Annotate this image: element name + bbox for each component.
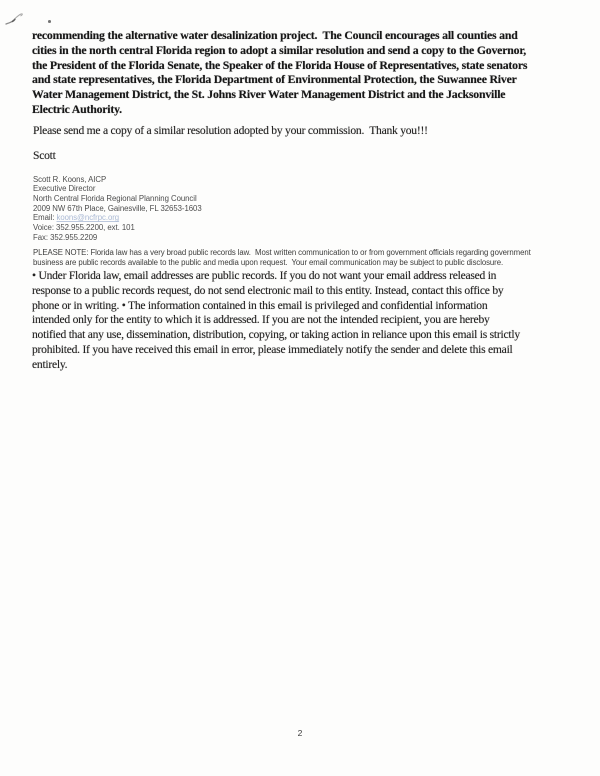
disclaimer-line: • Under Florida law, email addresses are public records. If you do not want your email address released in: [32, 269, 497, 282]
disclaimer-line: prohibited. If you have received this email in error, please immediately notify the sender and delete this email: [32, 342, 513, 356]
email-label: Email:: [33, 213, 57, 223]
disclaimer-line: entirely.: [32, 357, 68, 371]
signature-fax: Fax: 352.955.2209: [33, 232, 98, 242]
salutation-text: Scott: [33, 149, 56, 162]
notice-line: business are public records available to the public and media upon request. Your email communication may be subject to public disclosure.: [33, 258, 504, 268]
paragraph-council-recommendation: [32, 28, 592, 117]
signature-name: Scott R. Koons, AICP: [33, 174, 107, 184]
disclaimer-line: intended only for the entity to which it is addressed. If you are not the intended recipient, you are hereby: [32, 313, 490, 327]
paragraph-line: Water Management District, the St. Johns River Water Management District and the Jacksonville: [32, 87, 506, 102]
paragraph-line: the President of the Florida Senate, the Speaker of the Florida House of Representatives, state senators: [32, 57, 528, 72]
paragraph-line: Please send me a copy of a similar resolution adopted by your commission. Thank you!!!: [33, 124, 428, 137]
signature-title: Executive Director: [33, 184, 96, 194]
signature-email-row: [33, 213, 333, 223]
paragraph-line: recommending the alternative water desalinization project. The Council encourages all counties and: [32, 28, 518, 42]
signature-block: [33, 175, 333, 243]
legal-disclaimer: [32, 269, 598, 373]
paragraph-request-copy: [33, 124, 573, 139]
notice-line: PLEASE NOTE: Florida law has a very broad public records law. Most written communication to or from government officials regarding government: [33, 248, 531, 257]
signature-voice: Voice: 352.955.2200, ext. 101: [33, 223, 135, 233]
public-records-notice: [33, 248, 599, 268]
disclaimer-line: response to a public records request, do not send electronic mail to this entity. Instead, contact this office by: [32, 283, 504, 297]
page-number: 2: [297, 728, 303, 738]
pen-scribble-icon: [4, 9, 32, 29]
paragraph-line: and state representatives, the Florida Department of Environmental Protection, the Suwannee River: [32, 72, 517, 87]
pen-dot-mark: [48, 20, 51, 23]
disclaimer-line: phone or in writing. • The information contained in this email is privileged and confidential information: [32, 298, 488, 312]
paragraph-line: cities in the north central Florida region to adopt a similar resolution and send a copy to the Governor,: [32, 42, 527, 57]
salutation: [33, 149, 233, 164]
disclaimer-line: notified that any use, dissemination, distribution, copying, or taking action in reliance upon this email is strictly: [32, 328, 520, 342]
signature-address: 2009 NW 67th Place, Gainesville, FL 32653-1603: [33, 203, 202, 213]
paragraph-line: Electric Authority.: [32, 101, 122, 116]
email-link: koons@ncfrpc.org: [56, 213, 120, 223]
signature-organization: North Central Florida Regional Planning Council: [33, 193, 197, 203]
